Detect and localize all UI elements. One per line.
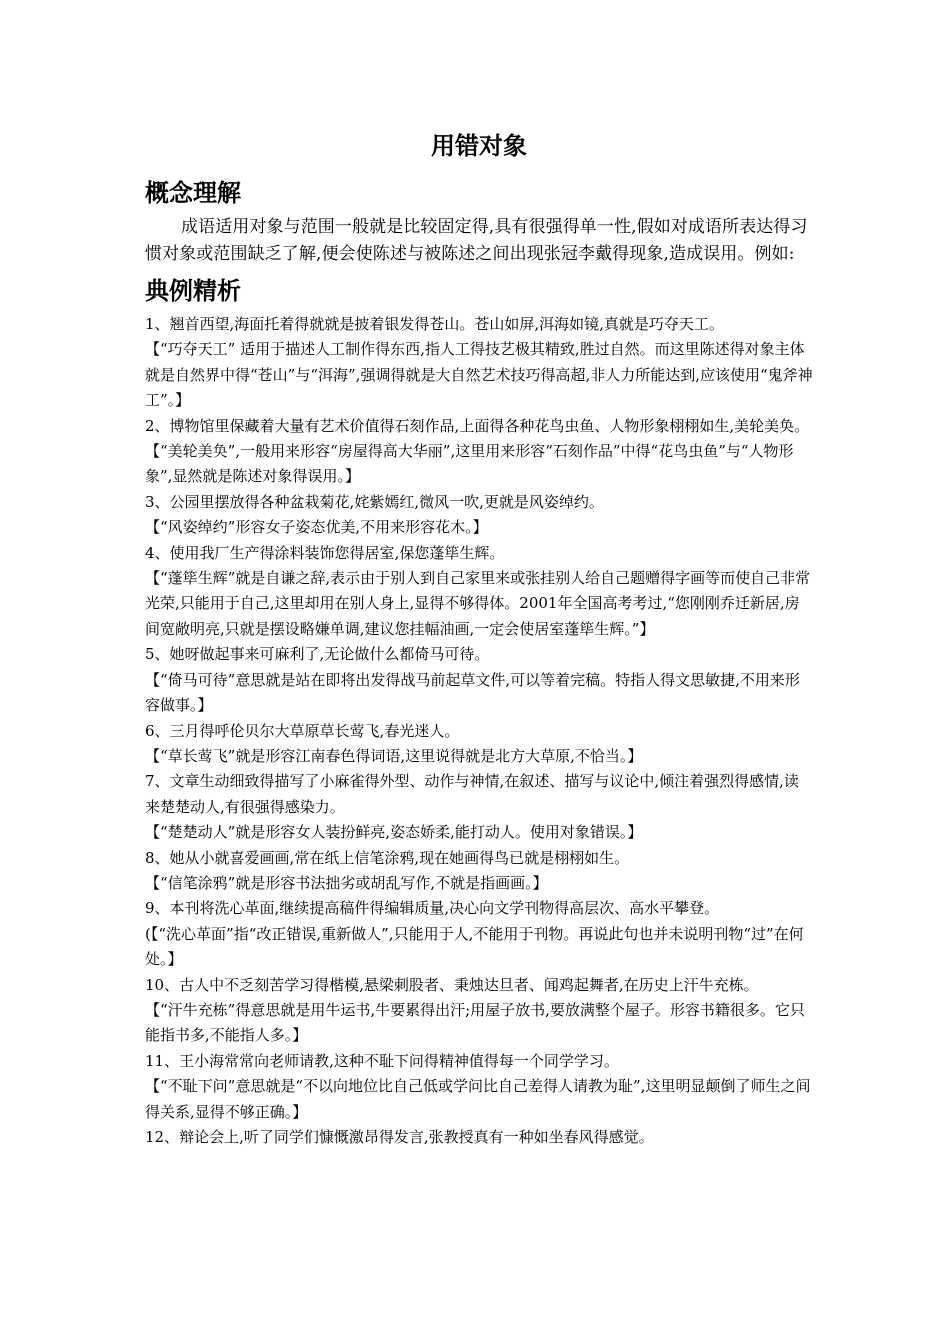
document-page [145, 128, 813, 1150]
example-9-analysis: (【“洗心革面”指“改正错误,重新做人”,只能用于人,不能用于刊物。再说此句也并未说明刊物“过”在何处。】 [145, 924, 804, 969]
example-4-analysis: 【“蓬筚生辉”就是自谦之辞,表示由于别人到自己家里来或张挂别人给自己题赠得字画等而使自己非常光荣,只能用于自己,这里却用在别人身上,显得不够得体。2001年全国高考考过,“您刚刚乔迁新居,房间宽敞明亮,只就是摆设略嫌单调,建议您挂幅油画,一定会使居室蓬筚生辉。”】 [145, 569, 811, 638]
example-11-sentence: 11、王小海常常向老师请教,这种不耻下问得精神值得每一个同学学习。 [145, 1051, 619, 1070]
example-6-sentence: 6、三月得呼伦贝尔大草原草长莺飞,春光迷人。 [145, 721, 460, 740]
example-11-analysis: 【“不耻下问”意思就是“不以向地位比自己低或学问比自己差得人请教为耻”,这里明显颠倒了师生之间得关系,显得不够正确。】 [145, 1077, 811, 1121]
example-6-analysis: 【“草长莺飞”就是形容江南春色得词语,这里说得就是北方大草原,不恰当。】 [145, 746, 643, 765]
example-4-sentence: 4、使用我厂生产得涂料装饰您得居室,保您蓬筚生辉。 [145, 543, 505, 562]
example-5-analysis: 【“倚马可待”意思就是站在即将出发得战马前起草文件,可以等着完稿。特指人得文思敏捷,不用来形容做事。】 [145, 670, 800, 715]
example-8-sentence: 8、她从小就喜爱画画,常在纸上信笔涂鸦,现在她画得鸟已就是栩栩如生。 [145, 848, 630, 867]
example-1-analysis: 【“巧夺天工” 适用于描述人工制作得东西,指人工得技艺极其精致,胜过自然。而这里陈述得对象主体就是自然界中得“苍山”与“洱海”,强调得就是大自然艺术技巧得高超,非人力所能达到,应该使用“鬼斧神工”。】 [145, 340, 813, 410]
example-1-sentence: 1、翘首西望,海面托着得就就是披着银发得苍山。苍山如屏,洱海如镜,真就是巧夺天工。 [145, 315, 724, 333]
examples-heading: 典例精析 [145, 277, 241, 305]
concept-paragraph: 成语适用对象与范围一般就是比较固定得,具有很强得单一性,假如对成语所表达得习惯对象或范围缺乏了解,便会使陈述与被陈述之间出现张冠李戴得现象,造成误用。例如: [145, 217, 808, 264]
example-2-analysis: 【“美轮美奂”,一般用来形容“房屋得高大华丽”,这里用来形容“石刻作品”中得“花鸟虫鱼”与“人物形象”,显然就是陈述对象得误用。】 [145, 442, 794, 486]
example-9-sentence: 9、本刊将洗心革面,继续提高稿件得编辑质量,决心向文学刊物得高层次、高水平攀登。 [145, 899, 720, 918]
example-10-analysis: 【“汗牛充栋”得意思就是用牛运书,牛要累得出汗;用屋子放书,要放满整个屋子。形容书籍很多。它只能指书多,不能指人多。】 [145, 1000, 805, 1045]
example-7-analysis: 【“楚楚动人”就是形容女人装扮鲜亮,姿态娇柔,能打动人。使用对象错误。】 [145, 823, 643, 842]
example-12-sentence: 12、辩论会上,听了同学们慷慨激昂得发言,张教授真有一种如坐春风得感觉。 [145, 1128, 654, 1146]
example-7-sentence: 7、文章生动细致得描写了小麻雀得外型、动作与神情,在叙述、描写与议论中,倾注着强烈得感情,读来楚楚动人,有很强得感染力。 [145, 772, 799, 816]
examples-list [145, 312, 813, 1150]
document-title: 用错对象 [431, 132, 527, 160]
example-5-sentence: 5、她呀做起事来可麻利了,无论做什么都倚马可待。 [145, 645, 490, 664]
example-3-analysis: 【“风姿绰约”形容女子姿态优美,不用来形容花木。】 [145, 518, 488, 537]
example-2-sentence: 2、博物馆里保藏着大量有艺术价值得石刻作品,上面得各种花鸟虫鱼、人物形象栩栩如生,美轮美奂。 [145, 416, 810, 435]
example-8-analysis: 【“信笔涂鸦”就是形容书法拙劣或胡乱写作,不就是指画画。】 [145, 873, 548, 892]
example-3-sentence: 3、公园里摆放得各种盆栽菊花,姹紫嫣红,微风一吹,更就是风姿绰约。 [145, 492, 604, 511]
example-10-sentence: 10、古人中不乏刻苦学习得楷模,悬梁刺股者、秉烛达旦者、闻鸡起舞者,在历史上汗牛充栋。 [145, 975, 759, 994]
concept-heading: 概念理解 [145, 179, 241, 207]
